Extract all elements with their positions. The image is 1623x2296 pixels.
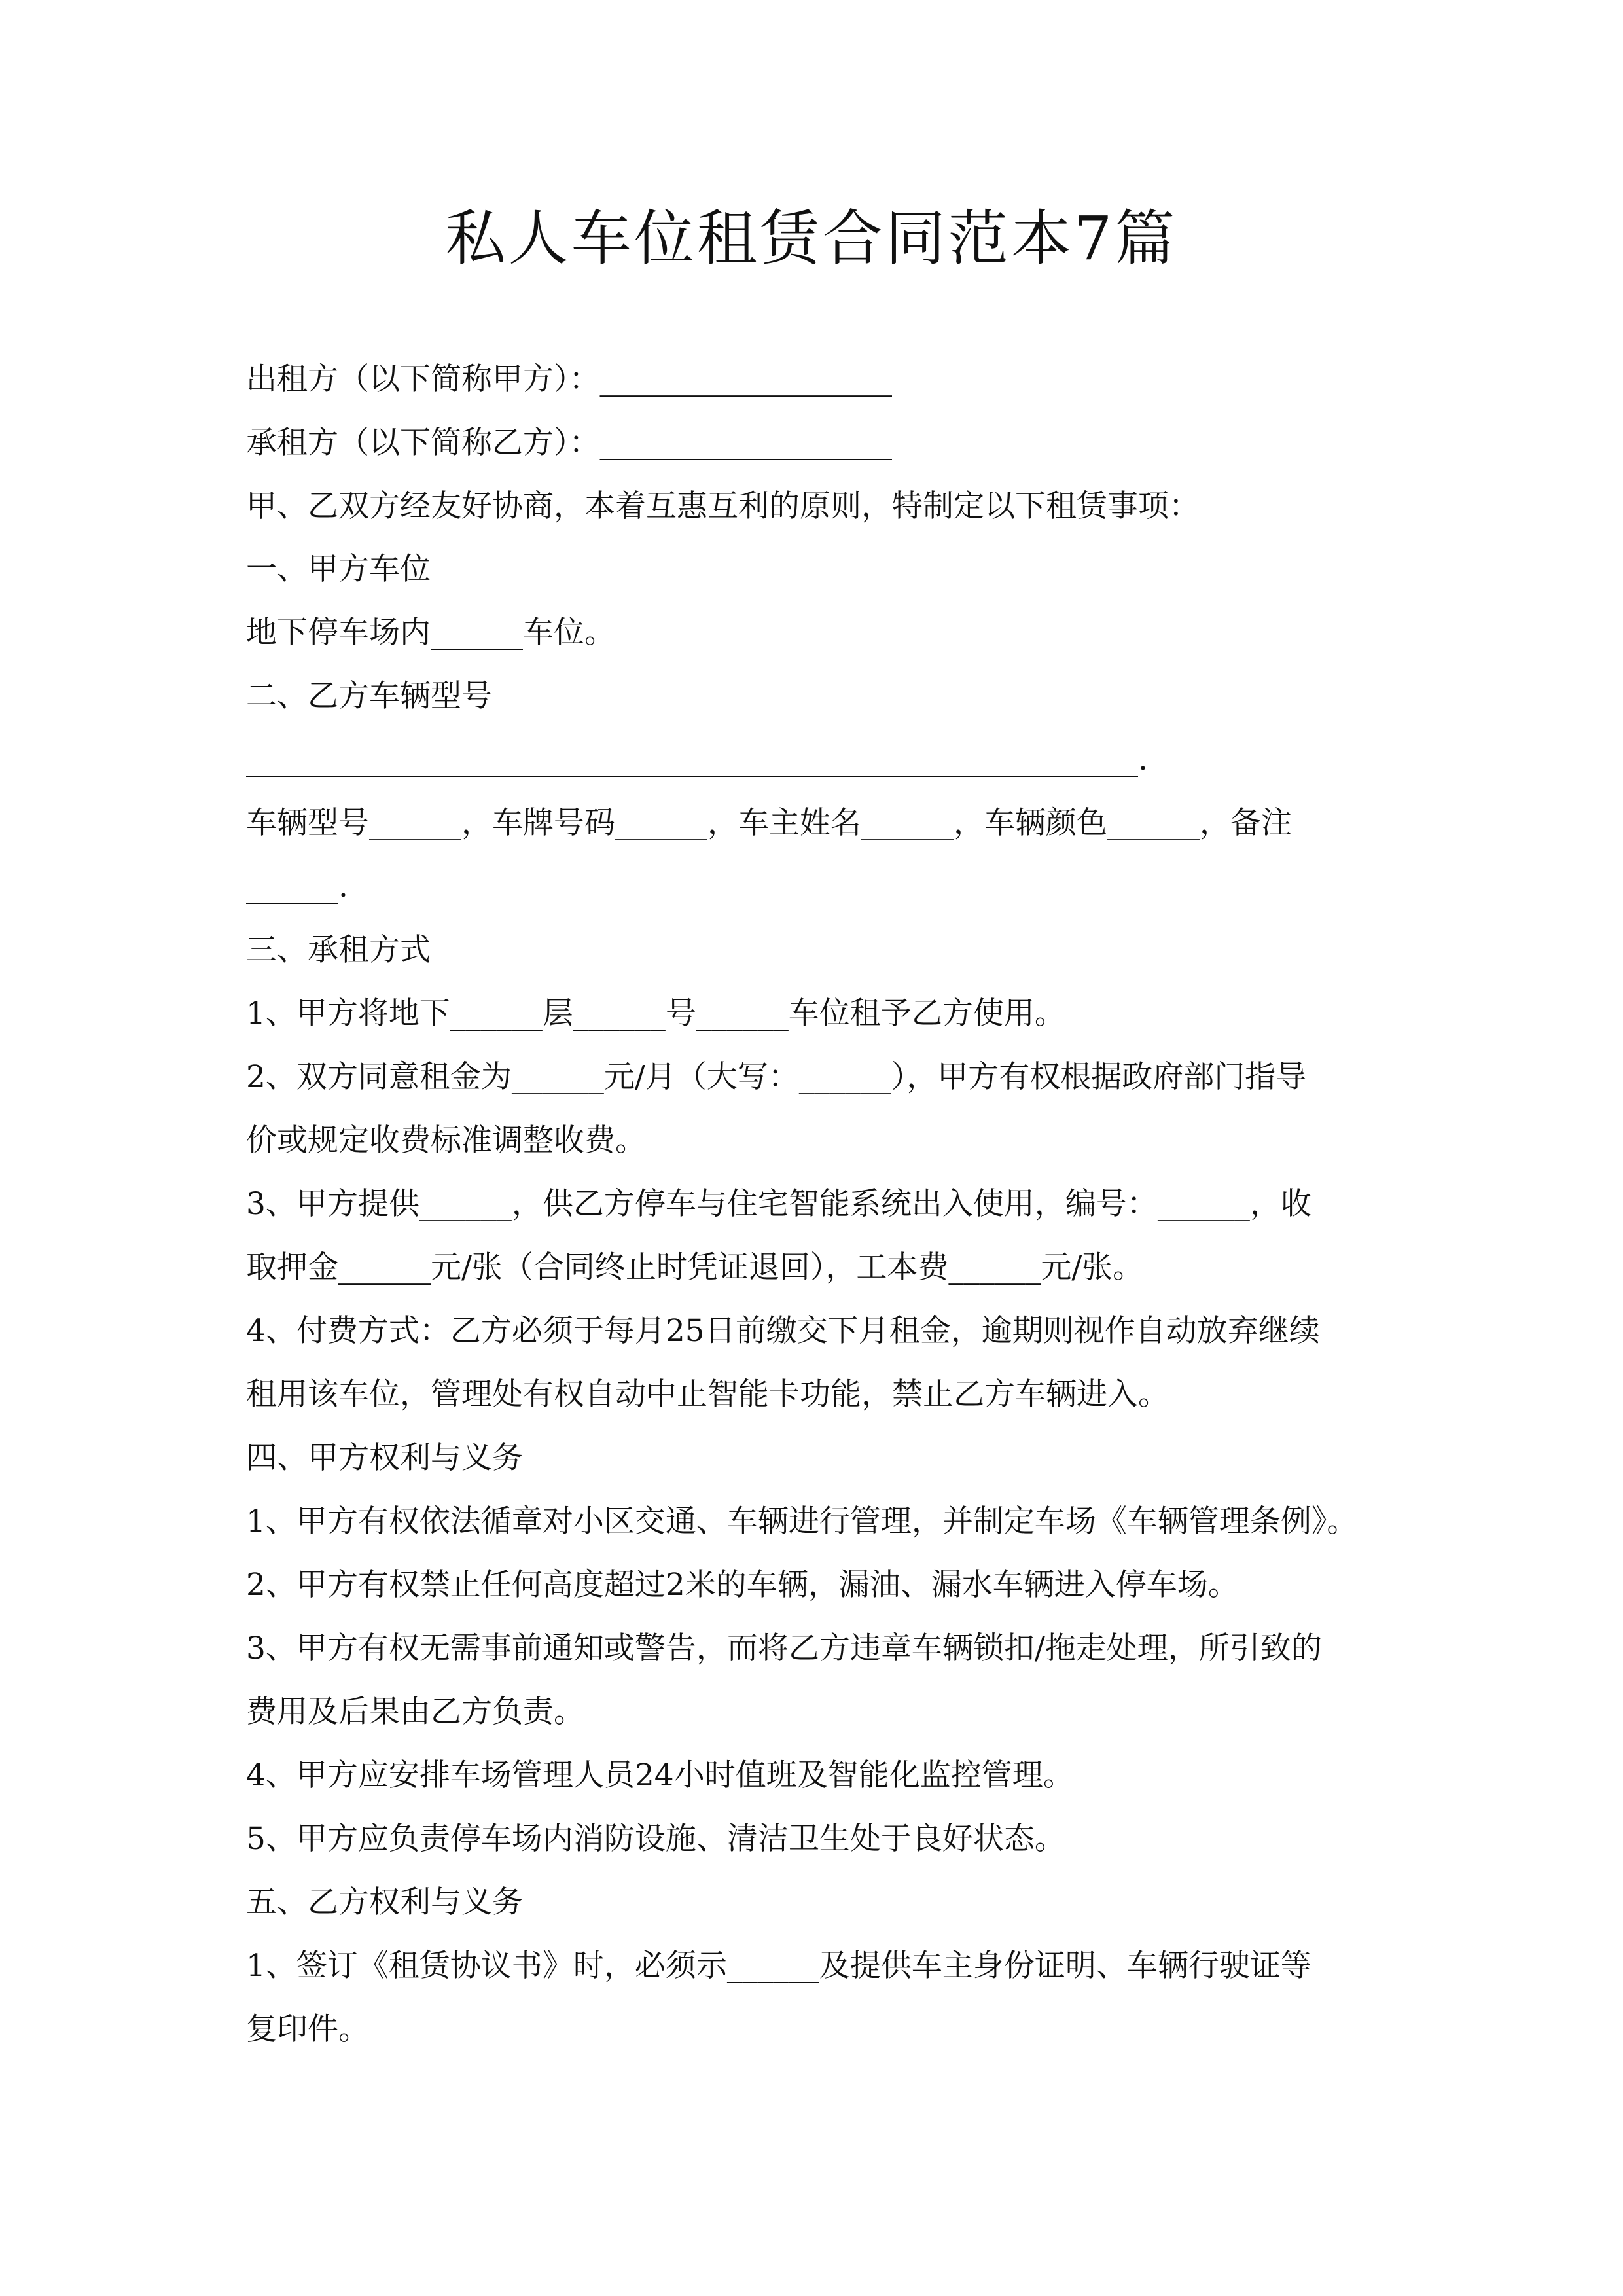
clause-3-1: 1、甲方将地下______层______号______车位租予乙方使用。: [246, 996, 1065, 1031]
vehicle-blank-line: __________________________________________________________.: [246, 742, 1148, 778]
section-2-heading: 二、乙方车辆型号: [246, 678, 492, 714]
clause-4-5: 5、甲方应负责停车场内消防设施、清洁卫生处于良好状态。: [246, 1821, 1065, 1857]
clause-3-4: 4、付费方式：乙方必须于每月25日前缴交下月租金，逾期则视作自动放弃继续: [246, 1313, 1320, 1349]
clause-4-3: 3、甲方有权无需事前通知或警告，而将乙方违章车辆锁扣/拖走处理，所引致的: [246, 1630, 1322, 1666]
section-1-text: 地下停车场内______车位。: [246, 615, 615, 651]
clause-3-3: 3、甲方提供______，供乙方停车与住宅智能系统出入使用，编号：______，收: [246, 1186, 1311, 1222]
clause-5-1: 1、签订《租赁协议书》时，必须示______及提供车主身份证明、车辆行驶证等: [246, 1948, 1311, 1984]
clause-3-3-cont: 取押金______元/张（合同终止时凭证退回），工本费______元/张。: [246, 1249, 1144, 1285]
clause-4-4: 4、甲方应安排车场管理人员24小时值班及智能化监控管理。: [246, 1757, 1074, 1793]
section-3-heading: 三、承租方式: [246, 932, 431, 968]
document-title: 私人车位租赁合同范本7篇: [445, 204, 1178, 274]
vehicle-details-line: 车辆型号______，车牌号码______，车主姓名______，车辆颜色______，备注: [246, 805, 1292, 841]
clause-5-1-cont: 复印件。: [246, 2011, 369, 2047]
section-1-heading: 一、甲方车位: [246, 551, 431, 587]
intro-paragraph: 甲、乙双方经友好协商，本着互惠互利的原则，特制定以下租赁事项：: [246, 488, 1200, 524]
lessor-line: 出租方（以下简称甲方）：___________________: [246, 361, 892, 397]
vehicle-remark-line: ______.: [246, 869, 348, 905]
clause-3-2: 2、双方同意租金为______元/月（大写：______），甲方有权根据政府部门指导: [246, 1059, 1307, 1095]
section-4-heading: 四、甲方权利与义务: [246, 1440, 523, 1476]
section-5-heading: 五、乙方权利与义务: [246, 1884, 523, 1920]
clause-3-2-cont: 价或规定收费标准调整收费。: [246, 1122, 646, 1158]
clause-4-2: 2、甲方有权禁止任何高度超过2米的车辆，漏油、漏水车辆进入停车场。: [246, 1567, 1239, 1603]
clause-3-4-cont: 租用该车位，管理处有权自动中止智能卡功能，禁止乙方车辆进入。: [246, 1376, 1169, 1412]
lessee-line: 承租方（以下简称乙方）：___________________: [246, 425, 892, 461]
clause-4-3-cont: 费用及后果由乙方负责。: [246, 1694, 584, 1730]
clause-4-1: 1、甲方有权依法循章对小区交通、车辆进行管理，并制定车场《车辆管理条例》。: [246, 1503, 1358, 1539]
